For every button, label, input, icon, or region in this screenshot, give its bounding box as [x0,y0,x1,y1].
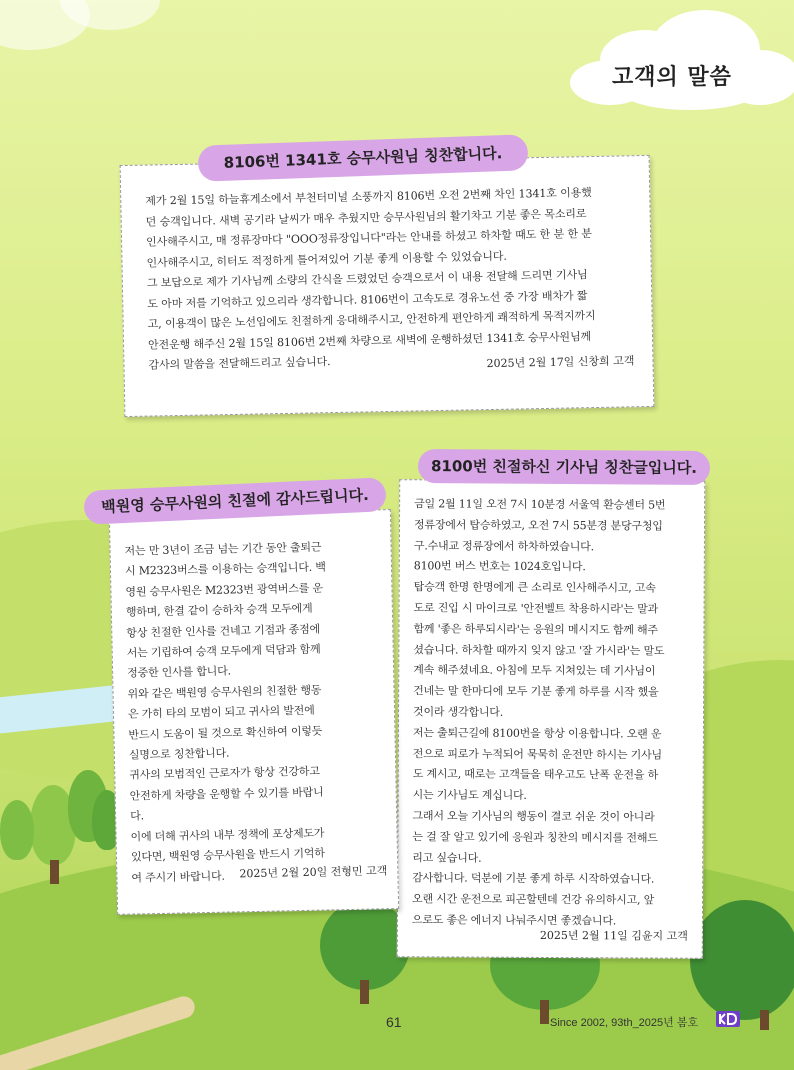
text-line: 리고 싶습니다. [412,850,482,865]
tree [690,900,794,1020]
text-line: 반드시 도움이 될 것으로 확신하여 이렇듯 [128,724,323,742]
text-line: 감사의 말씀을 전달해드리고 싶습니다. [148,355,331,372]
text-line: 도 계시고, 때로는 고객들을 태우고도 난폭 운전을 하 [412,767,659,782]
text-line: 있다면, 백원영 승무사원을 반드시 기억하 [130,846,325,864]
text-line: 제가 2월 15일 하늘휴게소에서 부천터미널 소풍까지 8106번 오전 2번째 차인 1341호 이용했 [145,186,592,208]
text-line: 탑승객 한명 한명에게 큰 소리로 인사해주시고, 고속 [413,580,656,595]
text-line: 셨습니다. 하차할 때까지 잊지 않고 '잘 가시라'는 말도 [413,642,665,658]
text-line: 계속 해주셨네요. 아침에 모두 지쳐있는 데 기사님이 [413,663,656,678]
text-line: 은 가히 타의 모범이 되고 귀사의 발전에 [127,703,315,721]
letter-heading: 백원영 승무사원의 친절에 감사드립니다. [83,477,386,525]
text-line: 저는 출퇴근길에 8100번을 항상 이용합니다. 오랜 운 [412,726,662,741]
page-number: 61 [386,1014,402,1030]
letter-card [109,509,399,915]
brand-logo-icon [716,1011,740,1027]
text-line: 인사해주시고, 히터도 적정하게 틀어져있어 기분 좋게 이용할 수 있었습니다. [146,249,507,270]
text-line: 도로 진입 시 마이크로 '안전벨트 착용하시라'는 말과 [413,601,658,616]
text-line: 위와 같은 백원영 승무사원의 친절한 행동 [127,683,322,701]
tree-trunk [50,860,59,884]
text-line: 는 걸 잘 알고 있기에 응원과 칭찬의 메시지를 전해드 [412,830,658,845]
letter-heading: 8100번 친절하신 기사님 칭찬글입니다. [418,449,710,485]
text-line: 안전운행 해주신 2월 15일 8106번 2번째 차량으로 새벽에 운행하셨던 1341호 승무사원님께 [147,329,592,352]
letter-body [124,536,388,888]
text-line: 오랜 시간 운전으로 피곤할텐데 건강 유의하시고, 앞 [412,892,655,907]
text-line: 인사해주시고, 매 정류장마다 "OOO정류장입니다"라는 안내를 하셨고 하차할 때도 한 분 한 분 [145,227,592,249]
text-line: 서는 기립하여 승객 모두에게 덕담과 함께 [126,642,321,660]
page-title: 고객의 말씀 [612,65,732,90]
text-line: 시 M2323버스를 이용하는 승객입니다. 백 [124,560,326,579]
letter-card [397,479,705,959]
letter-card [120,155,655,417]
text-line: 실명으로 칭찬합니다. [128,746,230,762]
text-line: 안전하게 차량을 운행할 수 있기를 바랍니 [129,785,324,803]
text-line: 8100번 버스 번호는 1024호입니다. [413,559,586,574]
text-line: 구.수내교 정류장에서 하차하였습니다. [413,538,594,553]
text-line: 다. [130,809,145,823]
text-line: 영원 승무사원은 M2323번 광역버스를 운 [125,581,323,599]
tree-trunk [360,980,369,1004]
text-line: 귀사의 모범적인 근로자가 항상 건강하고 [129,765,320,783]
letter-signature: 2025년 2월 17일 신창희 고객 [486,354,635,371]
text-line: 여 주시기 바랍니다. [131,869,225,885]
tree [0,800,34,860]
text-line: 시는 기사님도 계십니다. [412,788,527,803]
letter-body [145,182,638,376]
text-line: 행하며, 한결 같이 승하차 승객 모두에게 [125,601,313,619]
text-line: 감사합니다. 덕분에 기분 좋게 하루 시작하였습니다. [412,871,655,886]
letter-heading: 8106번 1341호 승무사원님 칭찬합니다. [197,134,528,181]
text-line: 도 아마 저를 기억하고 있으리라 생각합니다. 8106번이 고속도로 경유노선 중 가장 배차가 짧 [147,288,588,311]
text-line: 것이라 생각합니다. [413,705,504,719]
letter-signature: 2025년 2월 20일 전형민 고객 [239,864,388,881]
text-line: 던 승객입니다. 새벽 공기라 날씨가 매우 추웠지만 승무사원님의 활기차고 기분 좋은 목소리로 [145,206,587,229]
letter-signature: 2025년 2월 11일 김윤지 고객 [539,928,688,943]
text-line: 전으로 피로가 누적되어 묵묵히 운전만 하시는 기사님 [412,746,663,762]
text-line: 정중한 인사를 합니다. [127,664,232,681]
text-line: 그래서 오늘 기사님의 행동이 결코 쉬운 것이 아니라 [412,809,655,824]
issue-label: Since 2002, 93th_2025년 봄호 [550,1017,699,1029]
text-line: 으로도 좋은 에너지 나눠주시면 좋겠습니다. [411,913,617,928]
tree-trunk [540,1000,549,1024]
text-line: 고, 이용객이 많은 노선임에도 친절하게 응대해주시고, 안전하게 편안하게 쾌적하게 목적지까지 [147,309,596,331]
text-line: 항상 친절한 인사를 건네고 기점과 종점에 [126,622,321,640]
text-line: 그 보답으로 제가 기사님께 소량의 간식을 드렸었던 승객으로서 이 내용 전달해 드리면 기사님 [146,268,588,290]
tree-trunk [760,1010,769,1030]
text-line: 저는 만 3년이 조금 넘는 기간 동안 출퇴근 [124,540,322,558]
text-line: 건네는 말 한마디에 모두 기분 좋게 하루를 시작 했을 [413,684,659,699]
text-line: 이에 더해 귀사의 내부 정책에 포상제도가 [130,826,325,844]
text-line: 함께 '좋은 하루되시라'는 응원의 메시지도 함께 해주 [413,622,658,637]
text-line: 정류장에서 탑승하였고, 오전 7시 55분경 분당구청입 [413,518,663,533]
letter-body [412,494,692,932]
text-line: 금일 2월 11일 오전 7시 10분경 서울역 환승센터 5번 [414,497,666,512]
